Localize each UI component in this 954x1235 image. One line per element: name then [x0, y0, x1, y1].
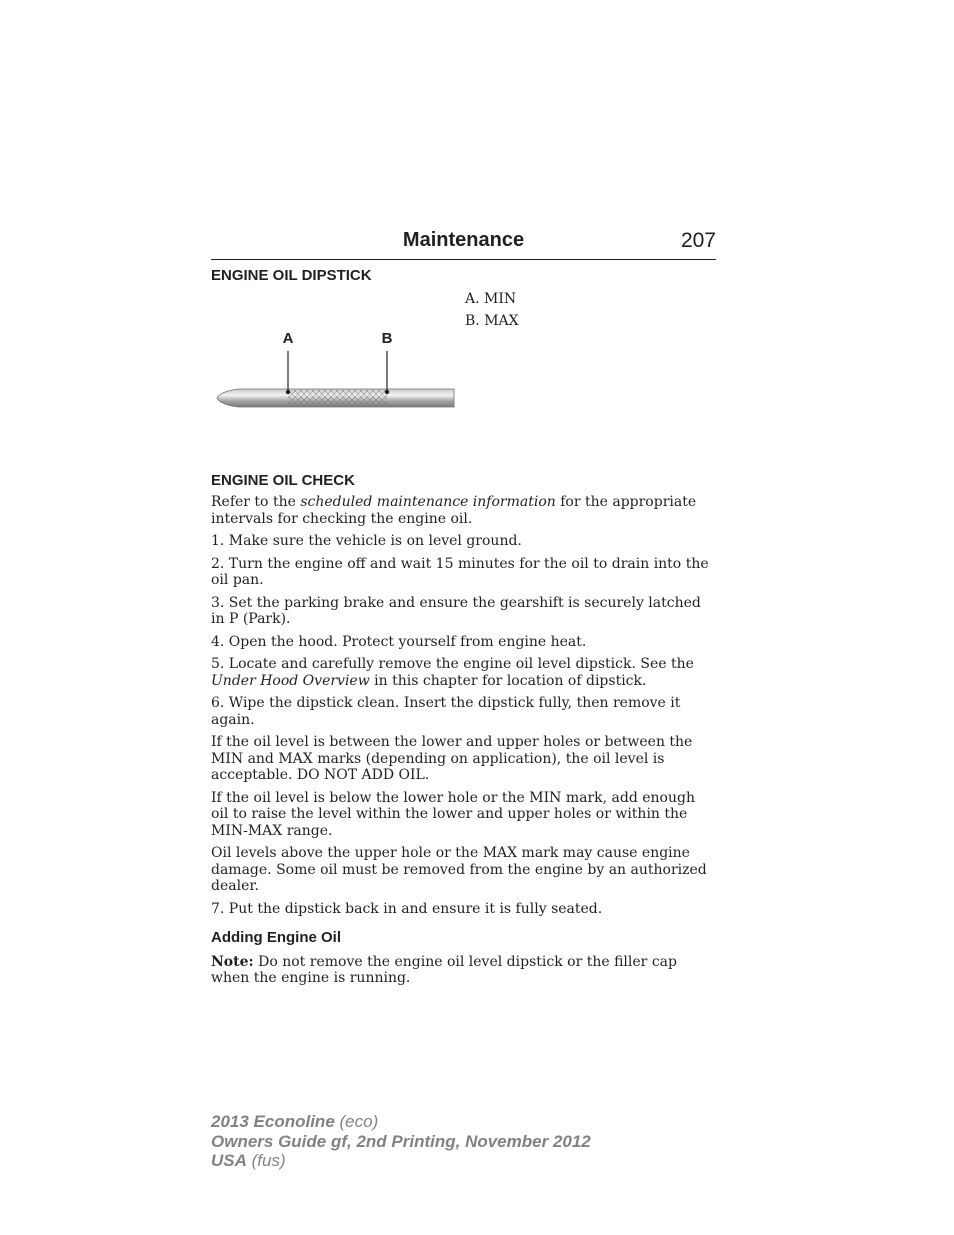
level-high-paragraph: Oil levels above the upper hole or the MAX mark may cause engine damage. Some oil must be removed from the engine by an authorized dealer. — [211, 845, 707, 894]
marker-b-label: B — [381, 330, 393, 347]
dipstick-figure — [211, 325, 461, 415]
dipstick-heading: ENGINE OIL DIPSTICK — [211, 267, 372, 284]
step-6: 6. Wipe the dipstick clean. Insert the dipstick fully, then remove it again. — [211, 695, 681, 728]
level-acceptable-paragraph: If the oil level is between the lower and upper holes or between the MIN and MAX marks (depending on application), the oil level is acceptable. DO NOT ADD OIL. — [211, 734, 693, 783]
footer-region-line: USA (fus) — [211, 1151, 286, 1170]
adding-oil-heading: Adding Engine Oil — [211, 929, 341, 946]
oil-check-body — [211, 494, 716, 993]
note-label: Note: — [211, 953, 254, 970]
oil-check-heading: ENGINE OIL CHECK — [211, 472, 355, 489]
step-2: 2. Turn the engine off and wait 15 minutes for the oil to drain into the oil pan. — [211, 555, 709, 588]
legend-min: A. MIN — [465, 291, 517, 307]
scheduled-maintenance-reference: scheduled maintenance information — [300, 494, 556, 510]
intro-paragraph: Refer to the scheduled maintenance information for the appropriate intervals for checking the engine oil. — [211, 494, 697, 527]
step-4: 4. Open the hood. Protect yourself from engine heat. — [211, 633, 587, 650]
marker-a-dot — [286, 390, 290, 394]
footer-model-line: 2013 Econoline (eco) — [211, 1112, 379, 1131]
step-5: 5. Locate and carefully remove the engine oil level dipstick. See the Under Hood Overview in this chapter for location of dipstick. — [211, 656, 694, 689]
legend-max: B. MAX — [465, 313, 519, 329]
step-7: 7. Put the dipstick back in and ensure it is fully seated. — [211, 900, 603, 917]
page-footer — [211, 1112, 591, 1171]
step-1: 1. Make sure the vehicle is on level ground. — [211, 533, 522, 549]
step-3: 3. Set the parking brake and ensure the gearshift is securely latched in P (Park). — [211, 594, 701, 627]
marker-b-dot — [385, 390, 389, 394]
page-header — [211, 229, 716, 260]
page-number: 207 — [680, 229, 716, 252]
level-low-paragraph: If the oil level is below the lower hole or the MIN mark, add enough oil to raise the level within the lower and upper holes or within the MIN-MAX range. — [211, 789, 695, 839]
marker-a-label: A — [282, 330, 294, 347]
dipstick-illustration — [211, 325, 461, 415]
footer-guide-line: Owners Guide gf, 2nd Printing, November 2012 — [211, 1131, 591, 1151]
dipstick-hatch-zone — [288, 390, 387, 406]
note-paragraph: Note: Do not remove the engine oil level dipstick or the filler cap when the engine is running. — [211, 953, 677, 986]
under-hood-overview-reference: Under Hood Overview — [211, 672, 370, 689]
section-title: Maintenance — [402, 229, 525, 251]
